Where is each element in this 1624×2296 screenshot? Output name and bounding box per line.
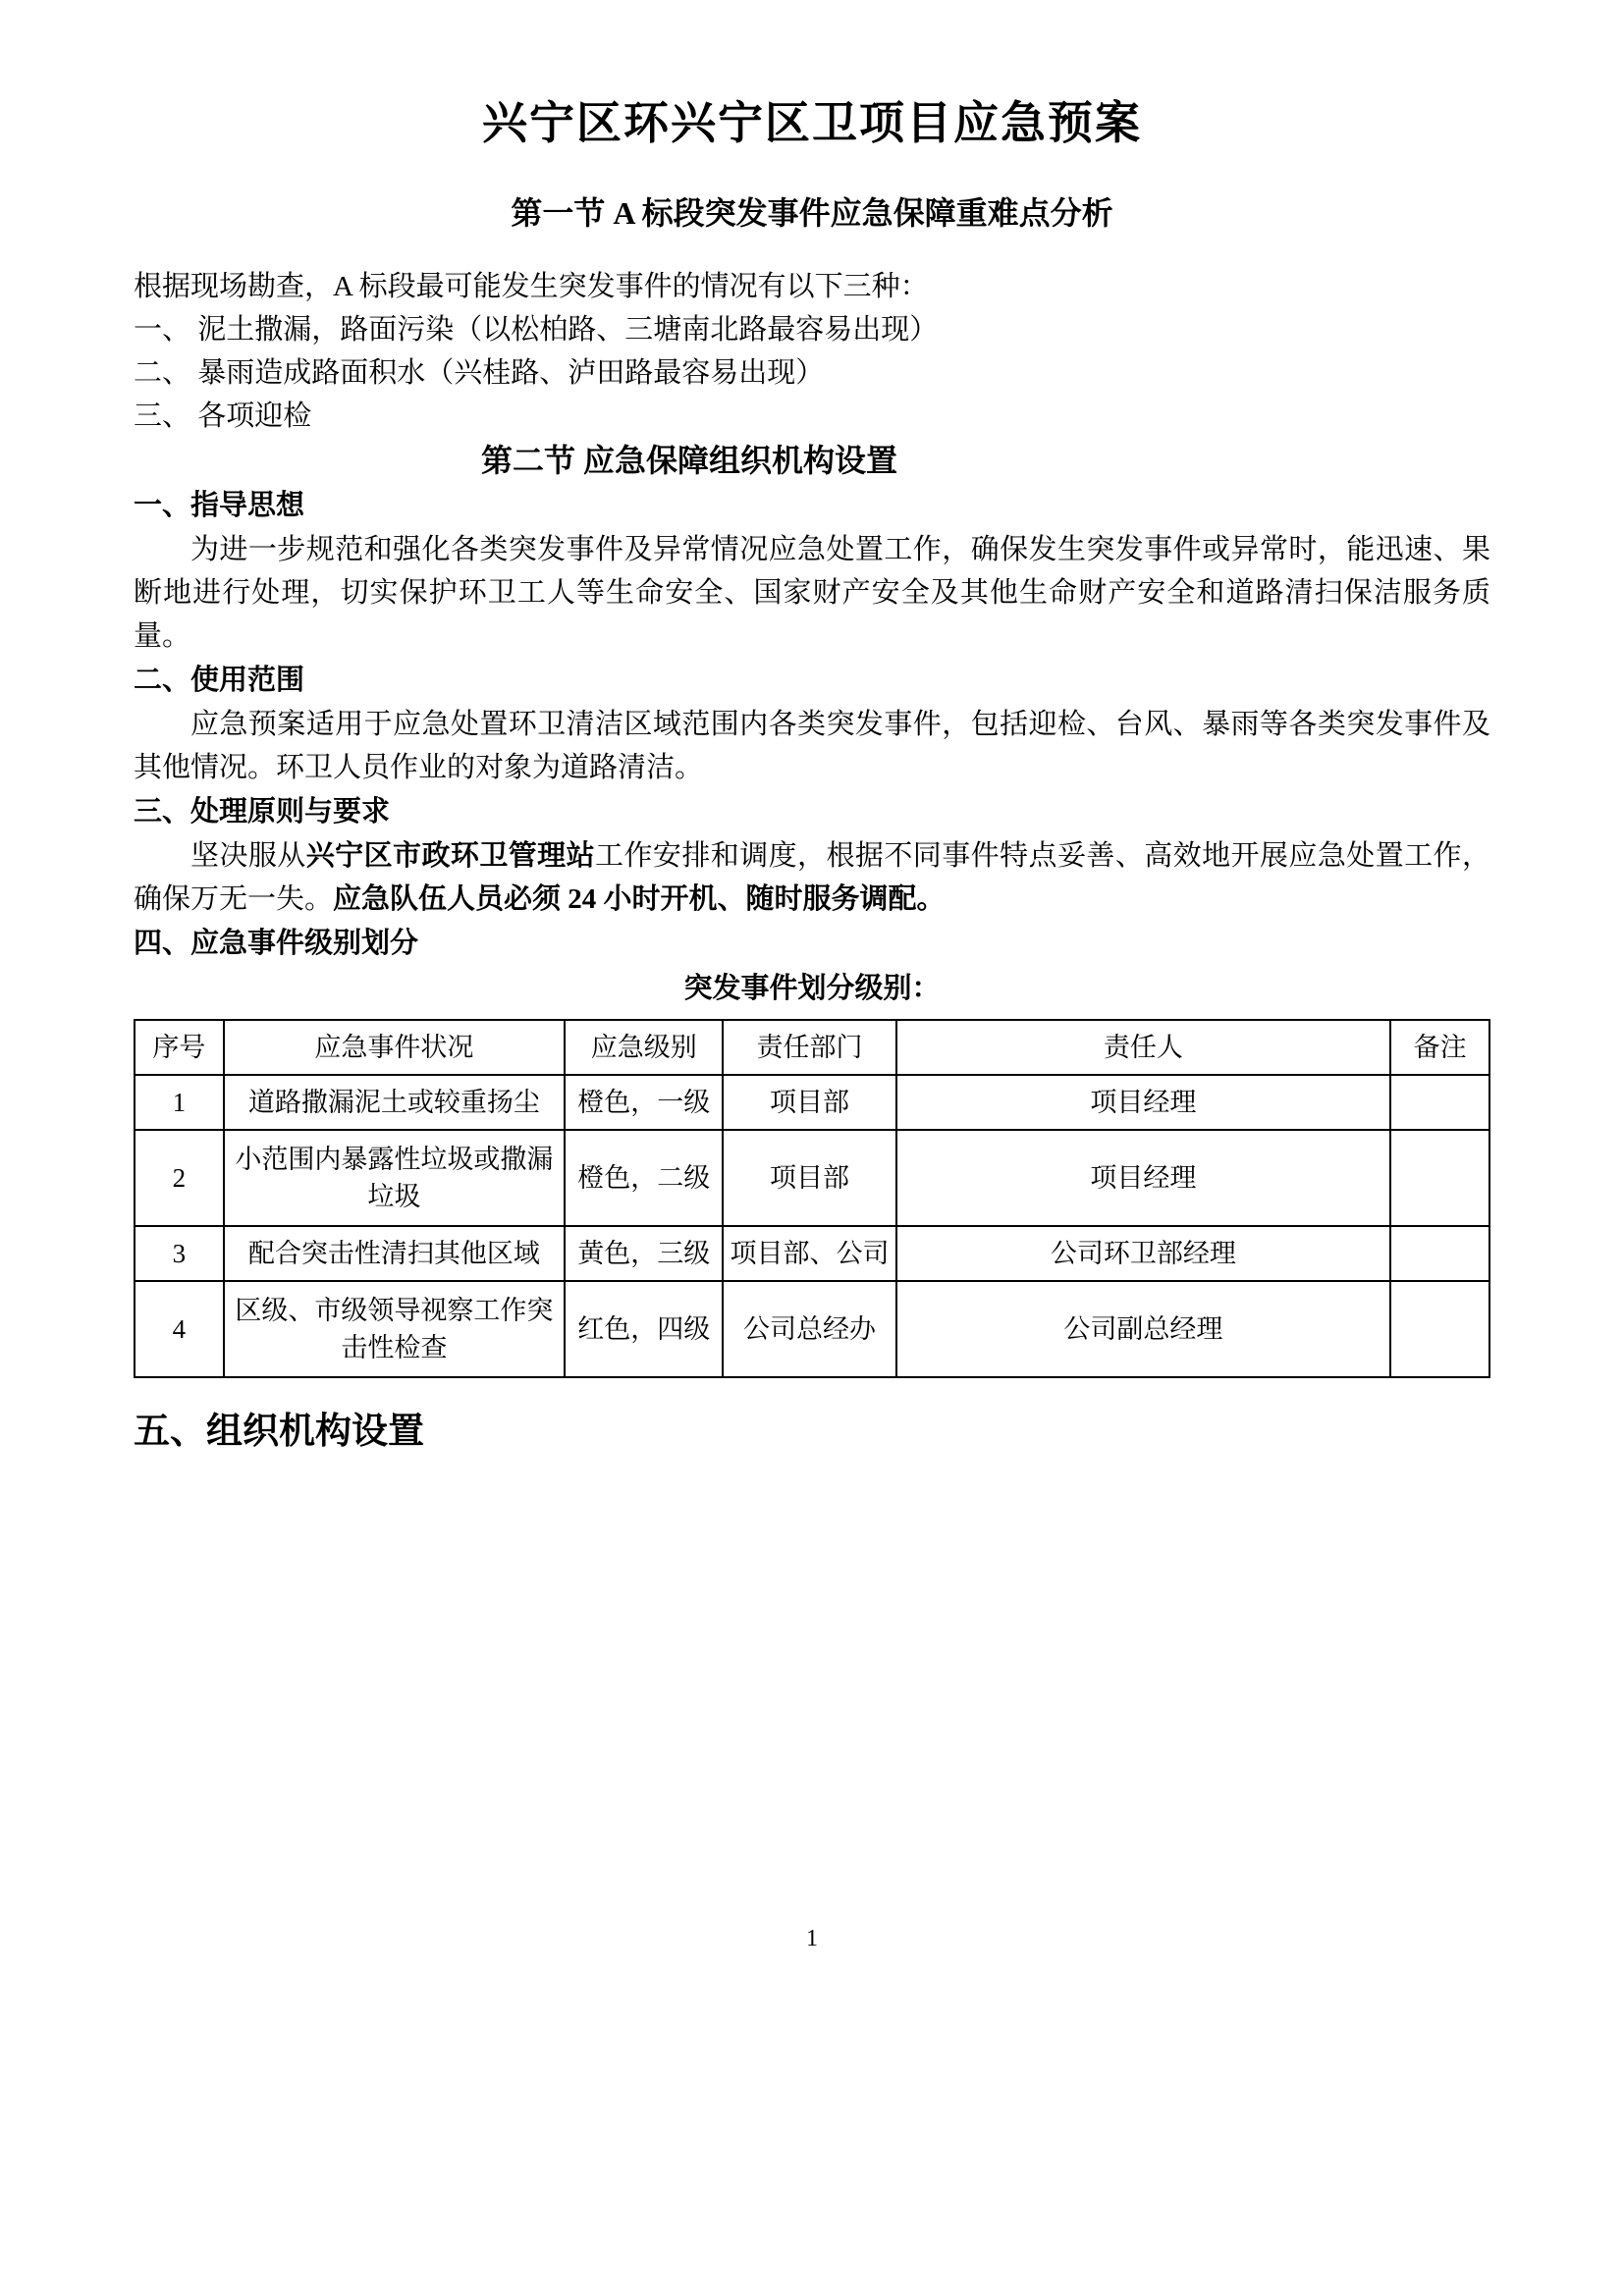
table-cell-person: 公司环卫部经理 [896, 1226, 1391, 1281]
paragraph-guiding-ideology: 为进一步规范和强化各类突发事件及异常情况应急处置工作，确保发生突发事件或异常时，能迅速、果断地进行处理，切实保护环卫工人等生命安全、国家财产安全及其他生命财产安全和道路清扫保洁服务质量。 [134, 534, 1490, 652]
principles-text-4: 应急队伍人员必须 24 小时开机、随时服务调配。 [333, 883, 946, 915]
table-cell-department: 公司总经办 [723, 1281, 895, 1377]
section-2-heading: 第二节 应急保障组织机构设置 [480, 443, 897, 478]
table-cell-person: 公司副总经理 [896, 1281, 1391, 1377]
list-item-3: 三、 各项迎检 [134, 400, 312, 432]
principles-text-2: 兴宁区市政环卫管理站 [305, 840, 596, 872]
table-cell-level: 橙色，一级 [565, 1075, 723, 1130]
table-cell-department: 项目部 [723, 1130, 895, 1226]
list-item-1: 一、 泥土撒漏，路面污染（以松柏路、三塘南北路最容易出现） [134, 314, 939, 346]
event-levels-table [134, 1019, 1490, 1378]
table-cell-index: 1 [135, 1075, 224, 1130]
table-cell-situation: 区级、市级领导视察工作突击性检查 [224, 1281, 566, 1377]
table-cell-situation: 道路撒漏泥土或较重扬尘 [224, 1075, 566, 1130]
table-header-index: 序号 [135, 1020, 224, 1075]
table-caption: 突发事件划分级别： [683, 973, 941, 1004]
table-cell-department: 项目部 [723, 1075, 895, 1130]
table-cell-remark [1390, 1281, 1489, 1377]
principles-text-3: 工作安排和调度，根据不同事件特点妥善、高效地开展应急处置工作，确保万无一失。 [134, 840, 1490, 915]
list-item-2: 二、 暴雨造成路面积水（兴桂路、泸田路最容易出现） [134, 357, 825, 389]
paragraph-scope: 应急预案适用于应急处置环卫清洁区域范围内各类突发事件，包括迎检、台风、暴雨等各类突发事件及其他情况。环卫人员作业的对象为道路清洁。 [134, 709, 1490, 783]
subheading-event-levels: 四、应急事件级别划分 [134, 928, 419, 959]
table-cell-level: 黄色，三级 [565, 1226, 723, 1281]
subheading-scope: 二、使用范围 [134, 665, 305, 696]
table-cell-remark [1390, 1226, 1489, 1281]
table-header-department: 责任部门 [723, 1020, 895, 1075]
intro-paragraph: 根据现场勘查，A 标段最可能发生突发事件的情况有以下三种： [134, 271, 929, 302]
table-header-level: 应急级别 [565, 1020, 723, 1075]
principles-text-1: 坚决服从 [190, 840, 306, 872]
table-cell-situation: 小范围内暴露性垃圾或撒漏垃圾 [224, 1130, 566, 1226]
table-cell-department: 项目部、公司 [723, 1226, 895, 1281]
table-header-row [135, 1020, 1489, 1075]
paragraph-principles [134, 834, 1490, 921]
table-cell-level: 红色，四级 [565, 1281, 723, 1377]
table-cell-index: 2 [135, 1130, 224, 1226]
section-1-heading: 第一节 A 标段突发事件应急保障重难点分析 [511, 195, 1113, 231]
subheading-guiding-ideology: 一、指导思想 [134, 490, 305, 521]
table-cell-remark [1390, 1130, 1489, 1226]
table-cell-person: 项目经理 [896, 1075, 1391, 1130]
table-cell-remark [1390, 1075, 1489, 1130]
subheading-principles: 三、处理原则与要求 [134, 796, 391, 828]
table-cell-situation: 配合突击性清扫其他区域 [224, 1226, 566, 1281]
table-row [135, 1130, 1489, 1226]
document-title: 兴宁区环兴宁区卫项目应急预案 [482, 98, 1142, 148]
page-number: 1 [806, 1926, 818, 1951]
table-row [135, 1075, 1489, 1130]
table-cell-level: 橙色，二级 [565, 1130, 723, 1226]
table-header-person: 责任人 [896, 1020, 1391, 1075]
table-row [135, 1226, 1489, 1281]
subheading-org-structure: 五、组织机构设置 [134, 1412, 424, 1452]
table-cell-person: 项目经理 [896, 1130, 1391, 1226]
table-header-remark: 备注 [1390, 1020, 1489, 1075]
table-header-situation: 应急事件状况 [224, 1020, 566, 1075]
table-row [135, 1281, 1489, 1377]
table-cell-index: 4 [135, 1281, 224, 1377]
table-cell-index: 3 [135, 1226, 224, 1281]
